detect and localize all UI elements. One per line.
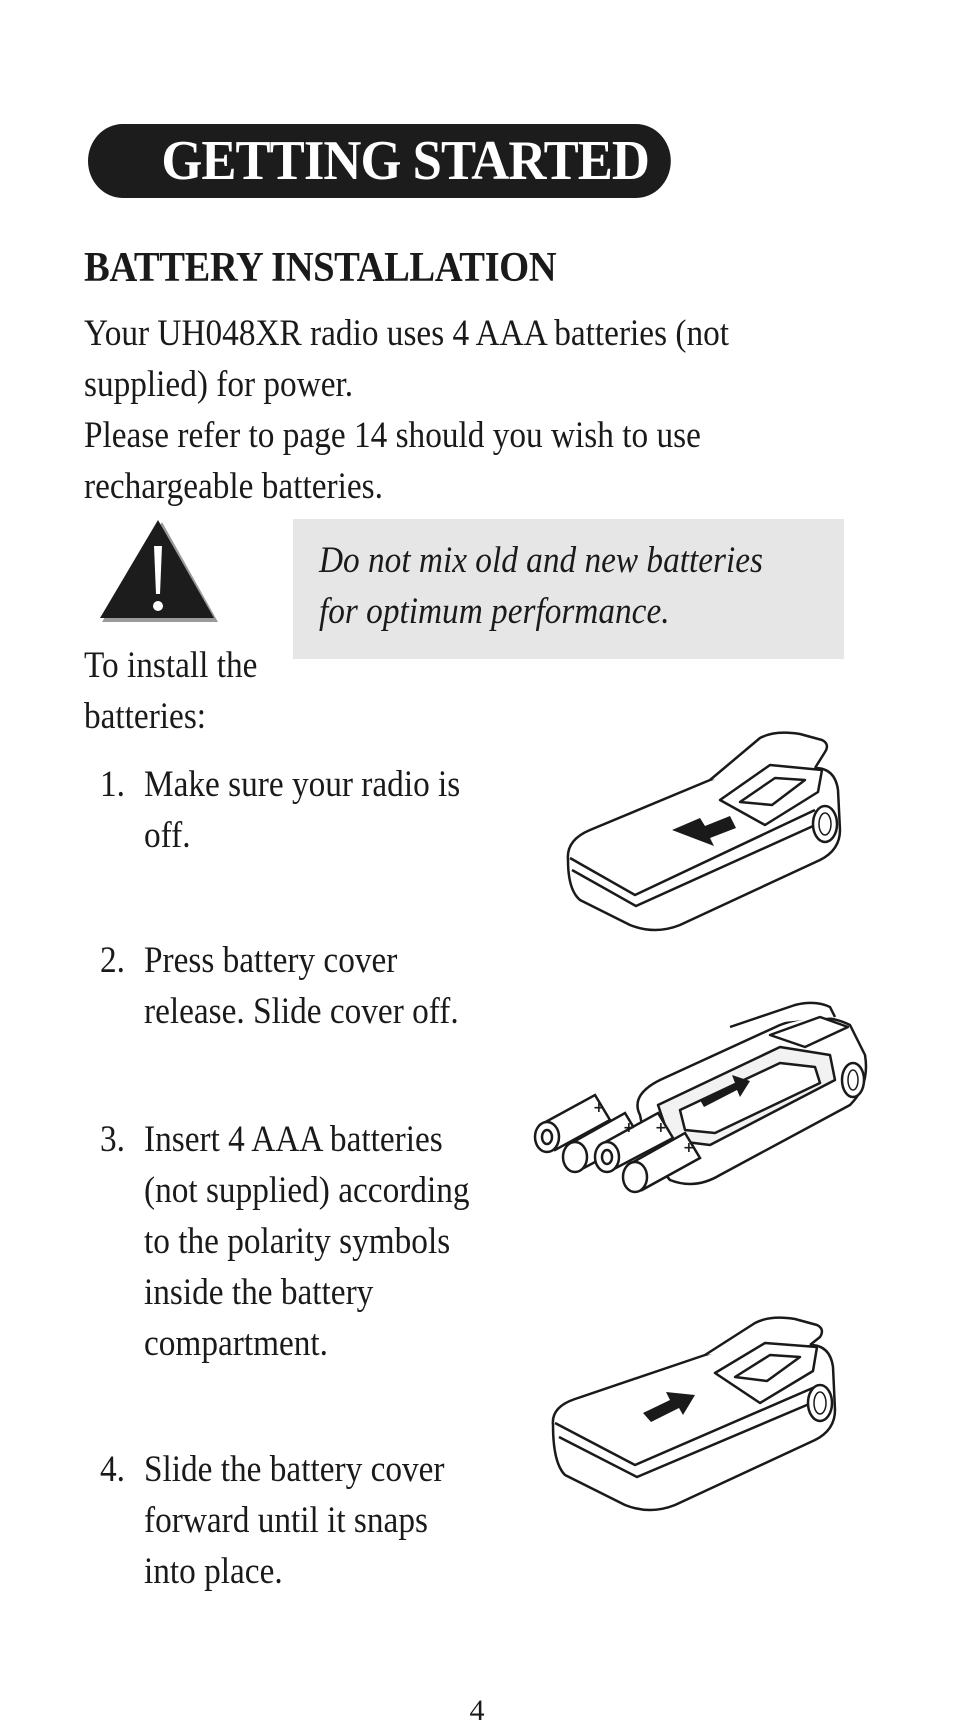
- install-intro: To install the batteries:: [84, 645, 258, 737]
- step-text: Press battery cover release. Slide cover off.: [144, 940, 459, 1032]
- caution-note: [293, 519, 844, 659]
- intro-line: supplied) for power.: [84, 364, 354, 405]
- step-number: 2.: [100, 940, 125, 981]
- caution-text: [319, 535, 763, 637]
- intro-line: Your UH048XR radio uses 4 AAA batteries (not: [84, 313, 730, 354]
- warning-triangle-icon: [96, 518, 220, 630]
- step-number: 3.: [100, 1119, 125, 1160]
- step-text: Slide the battery cover forward until it snaps into place.: [144, 1449, 445, 1592]
- polarity-plus: +: [593, 1100, 605, 1116]
- polarity-plus: +: [655, 1120, 667, 1136]
- polarity-plus: +: [623, 1120, 635, 1136]
- intro-line: Please refer to page 14 should you wish to use: [84, 415, 701, 456]
- polarity-plus: +: [683, 1140, 695, 1156]
- banner-title: GETTING STARTED: [161, 130, 650, 192]
- intro-line: rechargeable batteries.: [84, 466, 383, 507]
- radio-battery-insertion-illustration: [530, 995, 870, 1225]
- radio-cover-closing-illustration: [545, 1315, 855, 1530]
- step-text: Insert 4 AAA batteries (not supplied) according to the polarity symbols inside the battery compartment.: [144, 1119, 470, 1364]
- step-number: 4.: [100, 1449, 125, 1490]
- section-title: BATTERY INSTALLATION: [84, 245, 557, 291]
- step-number: 1.: [100, 764, 125, 805]
- page-banner: [88, 124, 671, 198]
- caution-line: Do not mix old and new batteries: [319, 540, 763, 581]
- caution-line: for optimum performance.: [319, 591, 670, 632]
- radio-cover-release-illustration: [560, 730, 860, 945]
- page-number: 4: [469, 1694, 485, 1727]
- step-text: Make sure your radio is off.: [144, 764, 461, 856]
- intro-paragraph: [84, 308, 801, 512]
